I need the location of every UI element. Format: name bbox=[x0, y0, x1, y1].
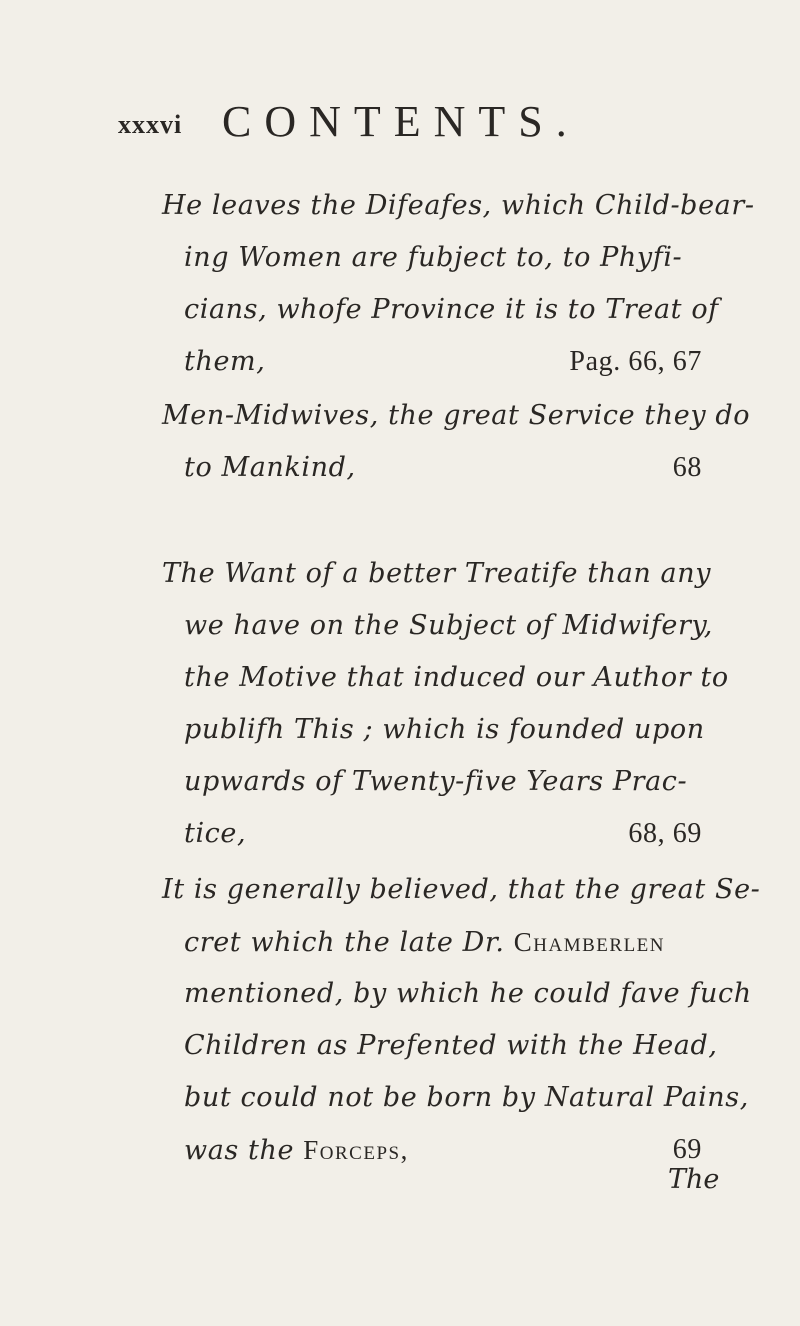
contents-entry bbox=[162, 548, 729, 860]
entry-line: cians, whofe Province it is to Treat of bbox=[184, 294, 719, 325]
entry-line: mentioned, by which he could fave fuch bbox=[184, 978, 752, 1009]
page-reference: 68, 69 bbox=[628, 818, 702, 849]
page-reference: 69 bbox=[672, 1134, 702, 1165]
entry-line: publifh This ; which is founded upon bbox=[184, 714, 705, 745]
entry-line: but could not be born by Natural Pains, bbox=[184, 1082, 749, 1113]
catchword: The bbox=[668, 1164, 720, 1195]
entry-line: Children as Prefented with the Head, bbox=[184, 1030, 718, 1061]
contents-entry bbox=[162, 180, 755, 388]
contents-entry bbox=[162, 864, 761, 1176]
instrument-term: Forceps, bbox=[303, 1135, 409, 1165]
entry-line: Men-Midwives, the great Service they do bbox=[162, 400, 751, 431]
entry-line: them, Pag. 66, 67 bbox=[162, 336, 702, 388]
entry-line: was the Forceps, 69 bbox=[162, 1124, 702, 1176]
page-number: xxxvi bbox=[118, 110, 183, 139]
entry-line: cret which the late Dr. Chamberlen bbox=[184, 927, 666, 958]
running-title: CONTENTS. bbox=[222, 97, 580, 146]
entry-line: tice, 68, 69 bbox=[162, 808, 702, 860]
entry-line: It is generally believed, that the great Se- bbox=[162, 874, 761, 905]
entry-line: upwards of Twenty-five Years Prac- bbox=[184, 766, 688, 797]
page-header bbox=[118, 96, 718, 156]
entry-line: He leaves the Difeafes, which Child-bear- bbox=[162, 190, 755, 221]
page-reference: 68 bbox=[672, 452, 702, 483]
entry-line: we have on the Subject of Midwifery, bbox=[184, 610, 713, 641]
entry-line: ing Women are fubject to, to Phyfi- bbox=[184, 242, 683, 273]
page-reference: Pag. 66, 67 bbox=[569, 346, 702, 377]
entry-line: The Want of a better Treatife than any bbox=[162, 558, 712, 589]
contents-entry bbox=[162, 390, 751, 494]
entry-line: to Mankind, 68 bbox=[162, 442, 702, 494]
entry-line: the Motive that induced our Author to bbox=[184, 662, 729, 693]
person-name: Chamberlen bbox=[513, 927, 666, 957]
